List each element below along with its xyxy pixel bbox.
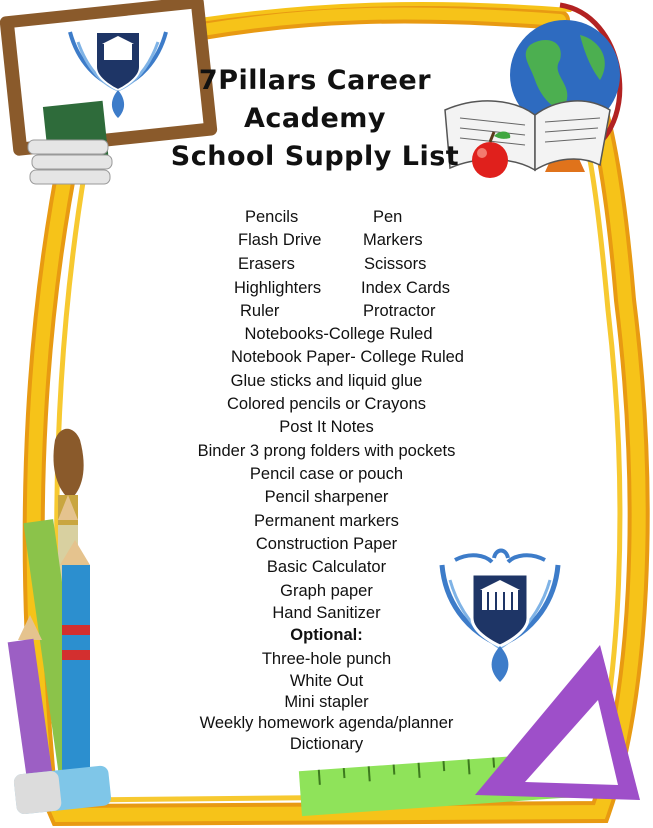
list-item: Pencil sharpener [264, 488, 389, 506]
list-item-pair [0, 206, 653, 228]
optional-heading: Optional: [290, 626, 363, 644]
list-item: Weekly homework agenda/planner [199, 714, 454, 732]
list-item: Scissors [364, 255, 427, 273]
list-item: Glue sticks and liquid glue [230, 372, 423, 390]
list-item-pair [0, 229, 653, 251]
list-item: Hand Sanitizer [272, 604, 381, 622]
open-book-icon [445, 101, 610, 170]
list-item: Protractor [363, 302, 436, 320]
list-item: Construction Paper [255, 535, 398, 553]
list-item: Colored pencils or Crayons [226, 395, 426, 413]
list-item-pair [0, 277, 653, 299]
list-item: Three-hole punch [261, 650, 392, 668]
list-item: Basic Calculator [266, 558, 387, 576]
list-item: Markers [363, 231, 423, 249]
list-item: Mini stapler [284, 693, 369, 711]
title-line-3: School Supply List [170, 141, 460, 172]
list-item: Index Cards [361, 279, 450, 297]
list-item: Pen [373, 208, 403, 226]
list-item: Erasers [238, 255, 295, 273]
list-item: Post It Notes [279, 418, 374, 436]
title-line-1: 7Pillars Career [198, 65, 432, 96]
list-item: Pencil case or pouch [249, 465, 404, 483]
page-title [170, 62, 460, 176]
list-item: Flash Drive [238, 231, 322, 249]
list-item-pair [0, 253, 653, 275]
list-item-pair [0, 300, 653, 322]
list-item: White Out [289, 672, 364, 690]
list-item: Notebooks-College Ruled [244, 325, 433, 343]
title-line-2: Academy [244, 103, 386, 134]
list-item: Graph paper [280, 582, 373, 600]
list-item: Dictionary [289, 735, 364, 753]
list-item: Pencils [245, 208, 299, 226]
list-item: Ruler [240, 302, 280, 320]
list-item: Notebook Paper- College Ruled [231, 348, 464, 366]
list-item: Permanent markers [254, 512, 399, 530]
list-item: Highlighters [234, 279, 322, 297]
list-item: Binder 3 prong folders with pockets [197, 442, 456, 460]
